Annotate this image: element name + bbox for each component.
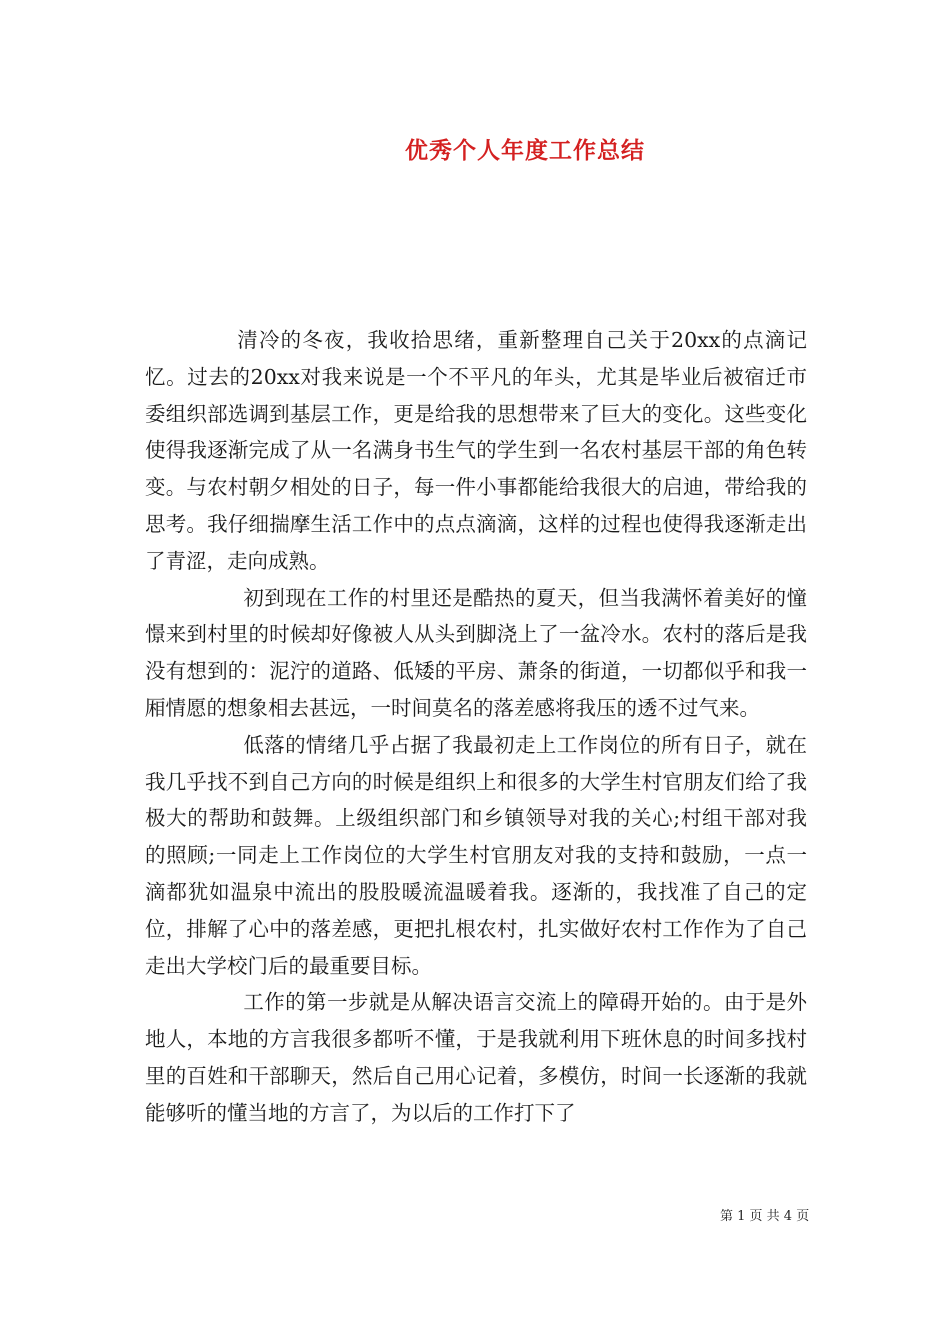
- document-title: 优秀个人年度工作总结: [405, 137, 645, 164]
- page-number-footer: 第 1 页 共 4 页: [720, 1209, 810, 1224]
- paragraph: 清冷的冬夜，我收拾思绪，重新整理自己关于20xx的点滴记忆。过去的20xx对我来说是一个不平凡的年头，尤其是毕业后被宿迁市委组织部选调到基层工作，更是给我的思想带来了巨大的变化。这些变化使得我逐渐完成了从一名满身书生气的学生到一名农村基层干部的角色转变。与农村朝夕相处的日子，每一件小事都能给我很大的启迪，带给我的思考。我仔细揣摩生活工作中的点点滴滴，这样的过程也使得我逐渐走出了青涩，走向成熟。: [145, 328, 807, 573]
- paragraph: 工作的第一步就是从解决语言交流上的障碍开始的。由于是外地人，本地的方言我很多都听不懂，于是我就利用下班休息的时间多找村里的百姓和干部聊天，然后自己用心记着，多模仿，时间一长逐渐的我就能够听的懂当地的方言了，为以后的工作打下了: [145, 990, 807, 1125]
- paragraph: 初到现在工作的村里还是酷热的夏天，但当我满怀着美好的憧憬来到村里的时候却好像被人从头到脚浇上了一盆冷水。农村的落后是我没有想到的：泥泞的道路、低矮的平房、萧条的街道，一切都似乎和我一厢情愿的想象相去甚远，一时间莫名的落差感将我压的透不过气来。: [145, 585, 807, 720]
- paragraph: 低落的情绪几乎占据了我最初走上工作岗位的所有日子，就在我几乎找不到自己方向的时候是组织上和很多的大学生村官朋友们给了我极大的帮助和鼓舞。上级组织部门和乡镇领导对我的关心;村组干部对我的照顾;一同走上工作岗位的大学生村官朋友对我的支持和鼓励，一点一滴都犹如温泉中流出的股股暖流温暖着我。逐渐的，我找准了自己的定位，排解了心中的落差感，更把扎根农村，扎实做好农村工作作为了自己走出大学校门后的最重要目标。: [145, 732, 807, 978]
- document-body: [145, 322, 807, 1132]
